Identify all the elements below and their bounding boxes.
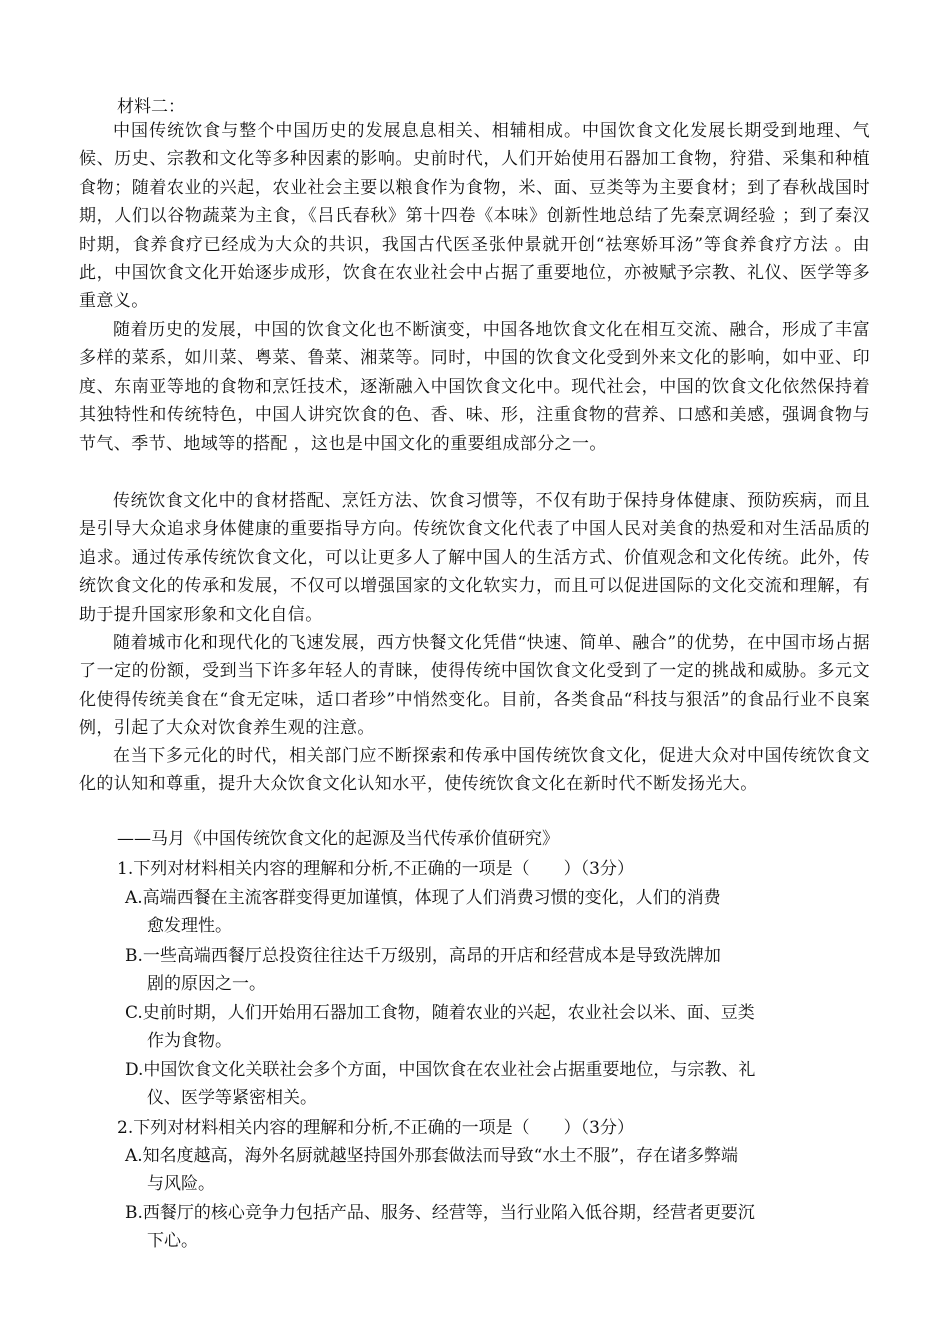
question-1-option-b xyxy=(125,942,865,998)
option-line-cont: 与风险。 xyxy=(147,1174,215,1194)
question-1-option-a xyxy=(125,884,865,940)
source-citation: ——马月《中国传统饮食文化的起源及当代传承价值研究》 xyxy=(117,829,559,849)
question-1-option-c xyxy=(125,999,865,1055)
question-1-option-d xyxy=(125,1056,865,1112)
option-line-cont: 愈发理性。 xyxy=(147,916,232,936)
question-1-stem: 1.下列对材料相关内容的理解和分析,不正确的一项是（ ）（3分） xyxy=(117,859,634,879)
option-line-cont: 仪、医学等紧密相关。 xyxy=(147,1088,317,1108)
option-line: D.中国饮食文化关联社会多个方面，中国饮食在农业社会占据重要地位，与宗教、礼 xyxy=(125,1060,756,1080)
paragraph-5: 在当下多元化的时代，相关部门应不断探索和传承中国传统饮食文化，促进大众对中国传统饮食文化的认知和尊重，提升大众饮食文化认知水平，使传统饮食文化在新时代不断发扬光大。 xyxy=(79,746,870,795)
question-2-option-b xyxy=(125,1199,865,1255)
question-2-option-a xyxy=(125,1142,865,1198)
option-line-cont: 下心。 xyxy=(147,1231,198,1251)
question-2-stem: 2.下列对材料相关内容的理解和分析,不正确的一项是（ ）（3分） xyxy=(117,1118,634,1138)
option-line: A.知名度越高，海外名厨就越坚持国外那套做法而导致“水土不服”，存在诸多弊端 xyxy=(125,1146,739,1166)
option-line-cont: 作为食物。 xyxy=(147,1031,232,1051)
paragraph-1: 中国传统饮食与整个中国历史的发展息息相关、相辅相成。中国饮食文化发展长期受到地理、气候、历史、宗教和文化等多种因素的影响。史前时代，人们开始使用石器加工食物，狩猎、采集和种植食物；随着农业的兴起，农业社会主要以粮食作为食物，米、面、豆类等为主要食材；到了春秋战国时期，人们以谷物蔬菜为主食，《吕氏春秋》第十四卷《本味》创新性地总结了先秦烹调经验 ；到了秦汉时期，食养食疗已经成为大众的共识，我国古代医圣张仲景就开创“祛寒娇耳汤”等食养食疗方法 。由此，中国饮食文化开始逐步成形，饮食在农业社会中占据了重要地位，亦被赋予宗教、礼仪、医学等多重意义。 xyxy=(79,121,870,312)
paragraph-3: 传统饮食文化中的食材搭配、烹饪方法、饮食习惯等，不仅有助于保持身体健康、预防疾病，而且是引导大众追求身体健康的重要指导方向。传统饮食文化代表了中国人民对美食的热爱和对生活品质的追求。通过传承传统饮食文化，可以让更多人了解中国人的生活方式、价值观念和文化传统。此外，传统饮食文化的传承和发展，不仅可以增强国家的文化软实力，而且可以促进国际的文化交流和理解，有助于提升国家形象和文化自信。 xyxy=(79,491,870,625)
option-line: C.史前时期，人们开始用石器加工食物，随着农业的兴起，农业社会以米、面、豆类 xyxy=(125,1003,755,1023)
paragraph-2: 随着历史的发展，中国的饮食文化也不断演变，中国各地饮食文化在相互交流、融合，形成了丰富多样的菜系，如川菜、粤菜、鲁菜、湘菜等。同时，中国的饮食文化受到外来文化的影响，如中亚、印度、东南亚等地的食物和烹饪技术，逐渐融入中国饮食文化中。现代社会，中国的饮食文化依然保持着其独特性和传统特色，中国人讲究饮食的色、香、味、形，注重食物的营养、口感和美感，强调食物与节气、季节、地域等的搭配 ，这也是中国文化的重要组成部分之一。 xyxy=(79,320,870,454)
material-heading: 材料二： xyxy=(117,97,185,117)
option-line-cont: 剧的原因之一。 xyxy=(147,974,266,994)
paragraph-4: 随着城市化和现代化的飞速发展，西方快餐文化凭借“快速、简单、融合”的优势，在中国市场占据了一定的份额，受到当下许多年轻人的青睐，使得传统中国饮食文化受到了一定的挑战和威胁。多元文化使得传统美食在“食无定味，适口者珍”中悄然变化。目前，各类食品“科技与狠活”的食品行业不良案例，引起了大众对饮食养生观的注意。 xyxy=(79,633,870,739)
option-line: B.一些高端西餐厅总投资往往达千万级别，高昂的开店和经营成本是导致洗牌加 xyxy=(125,946,721,966)
option-line: B.西餐厅的核心竞争力包括产品、服务、经营等，当行业陷入低谷期，经营者更要沉 xyxy=(125,1203,755,1223)
option-line: A.高端西餐在主流客群变得更加谨慎，体现了人们消费习惯的变化，人们的消费 xyxy=(125,888,721,908)
